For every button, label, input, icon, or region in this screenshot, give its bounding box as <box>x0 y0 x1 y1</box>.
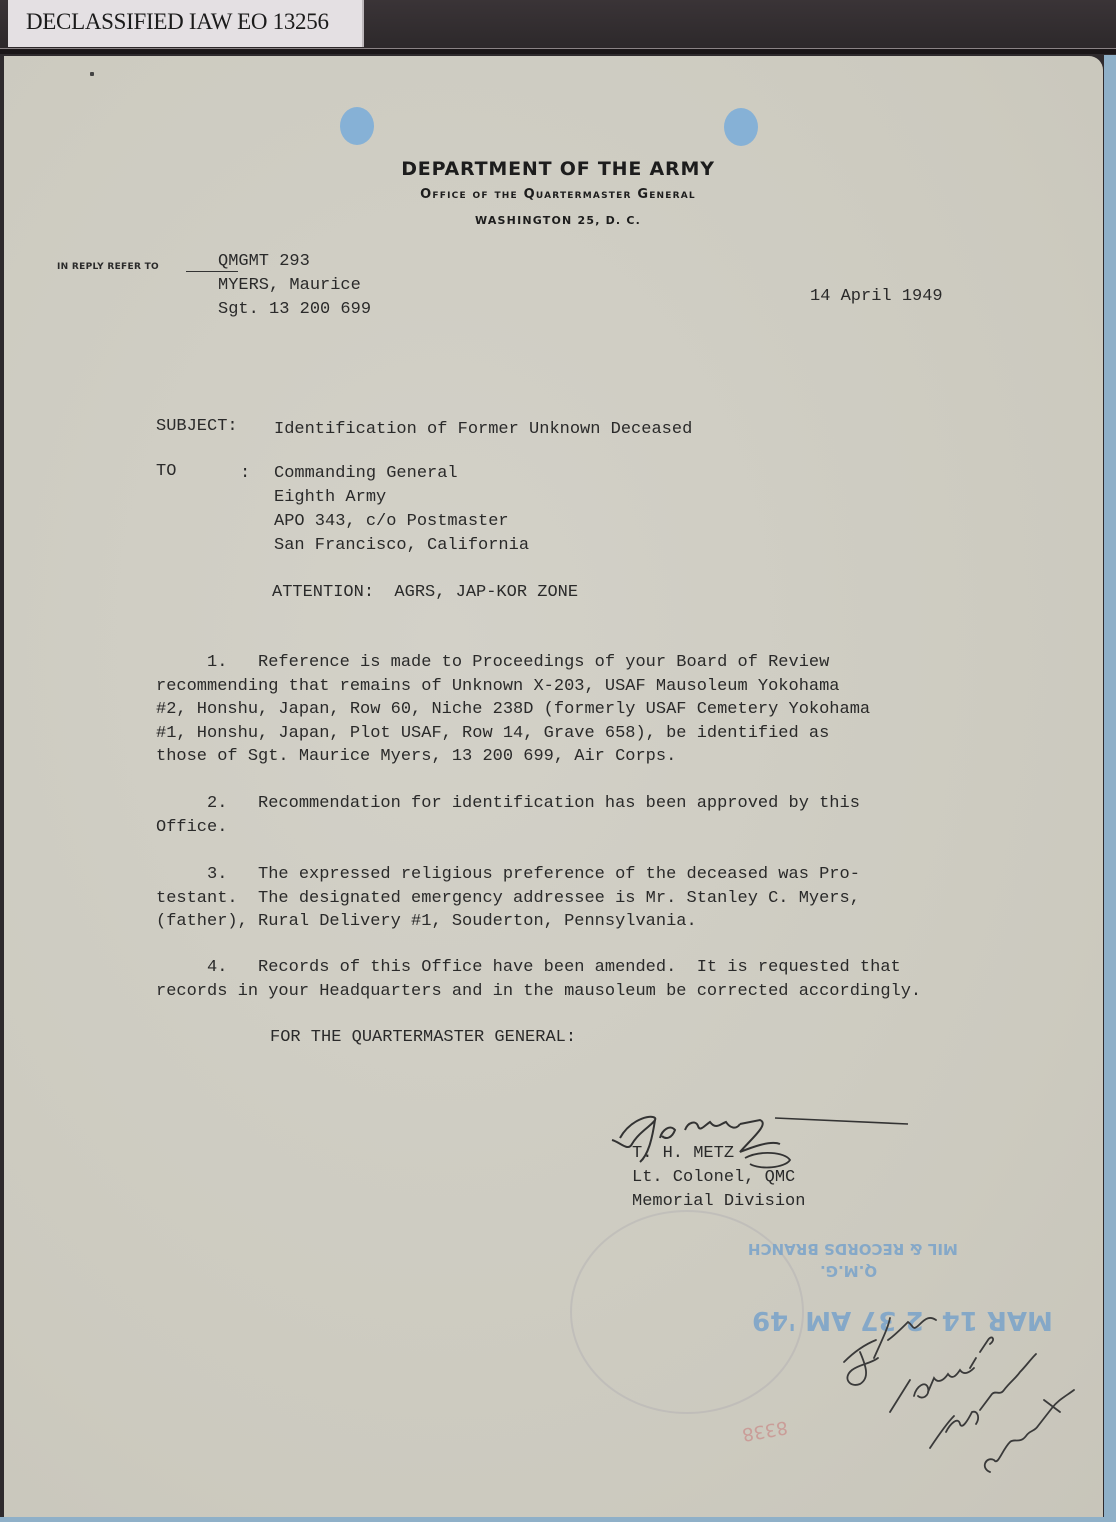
page-right-margin <box>1104 55 1116 1522</box>
letterhead-department: DEPARTMENT OF THE ARMY <box>401 158 715 180</box>
to-line-2: Eighth Army <box>274 488 387 507</box>
received-stamp-office: Q.M.G. <box>820 1262 878 1280</box>
document-page <box>4 56 1103 1517</box>
paragraph-2: 2. Recommendation for identification has been approved by this Office. <box>156 794 860 837</box>
to-line-3: APO 343, c/o Postmaster <box>274 512 509 531</box>
letterhead-address: WASHINGTON 25, D. C. <box>474 214 641 227</box>
punch-hole-left <box>340 107 374 145</box>
scanner-edge <box>0 48 1116 54</box>
signatory-division: Memorial Division <box>632 1192 806 1211</box>
reference-name: MYERS, Maurice <box>218 276 361 295</box>
subject-value: Identification of Former Unknown Deceased <box>274 420 693 439</box>
received-stamp-branch: MIL & RECORDS BRANCH <box>748 1240 958 1258</box>
signatory-title: Lt. Colonel, QMC <box>632 1168 796 1187</box>
paragraph-3: 3. The expressed religious preference of the deceased was Pro- testant. The designated emergency addressee is Mr. Stanley C. Myers, (father), Rural Delivery #1, Souderton, Pennsylvania. <box>156 865 860 931</box>
to-colon: : <box>240 464 251 483</box>
to-line-1: Commanding General <box>274 464 458 483</box>
paragraph-1: 1. Reference is made to Proceedings of your Board of Review recommending that remains of Unknown X-203, USAF Mausoleum Yokohama #2, Honshu, Japan, Row 60, Niche 238D (formerly USAF Cemetery Yokohama #1, Honshu, Japan, Plot USAF, Row 14, Grave 658), be identified as those of Sgt. Maurice Myers, 13 200 699, Air Corps. <box>156 653 871 766</box>
to-label: TO <box>156 462 177 481</box>
red-file-number: 8338 <box>740 1416 790 1445</box>
letter-date: 14 April 1949 <box>810 287 943 306</box>
closing-line: FOR THE QUARTERMASTER GENERAL: <box>270 1028 577 1047</box>
to-line-4: San Francisco, California <box>274 536 530 555</box>
page-bottom-margin <box>0 1517 1116 1522</box>
paragraph-4: 4. Records of this Office have been amended. It is requested that records in your Headquarters and in the mausoleum be corrected accordingly. <box>156 958 922 1001</box>
reply-refer-label: IN REPLY REFER TO <box>57 262 159 272</box>
received-stamp-date: MAR 14 2 37 AM '49 <box>752 1305 1053 1335</box>
punch-hole-right <box>724 108 758 146</box>
handwritten-file-note <box>830 1300 1100 1490</box>
paper-speck <box>90 72 94 76</box>
declassified-banner: DECLASSIFIED IAW EO 13256 <box>8 0 364 47</box>
subject-label: SUBJECT: <box>156 417 238 436</box>
letterhead-office: Office of the Quartermaster General <box>420 187 696 202</box>
attention-line: ATTENTION: AGRS, JAP-KOR ZONE <box>272 583 579 602</box>
reference-serial: Sgt. 13 200 699 <box>218 300 372 319</box>
reference-code: QMGMT 293 <box>218 252 310 271</box>
signatory-name: T. H. METZ <box>632 1144 735 1163</box>
